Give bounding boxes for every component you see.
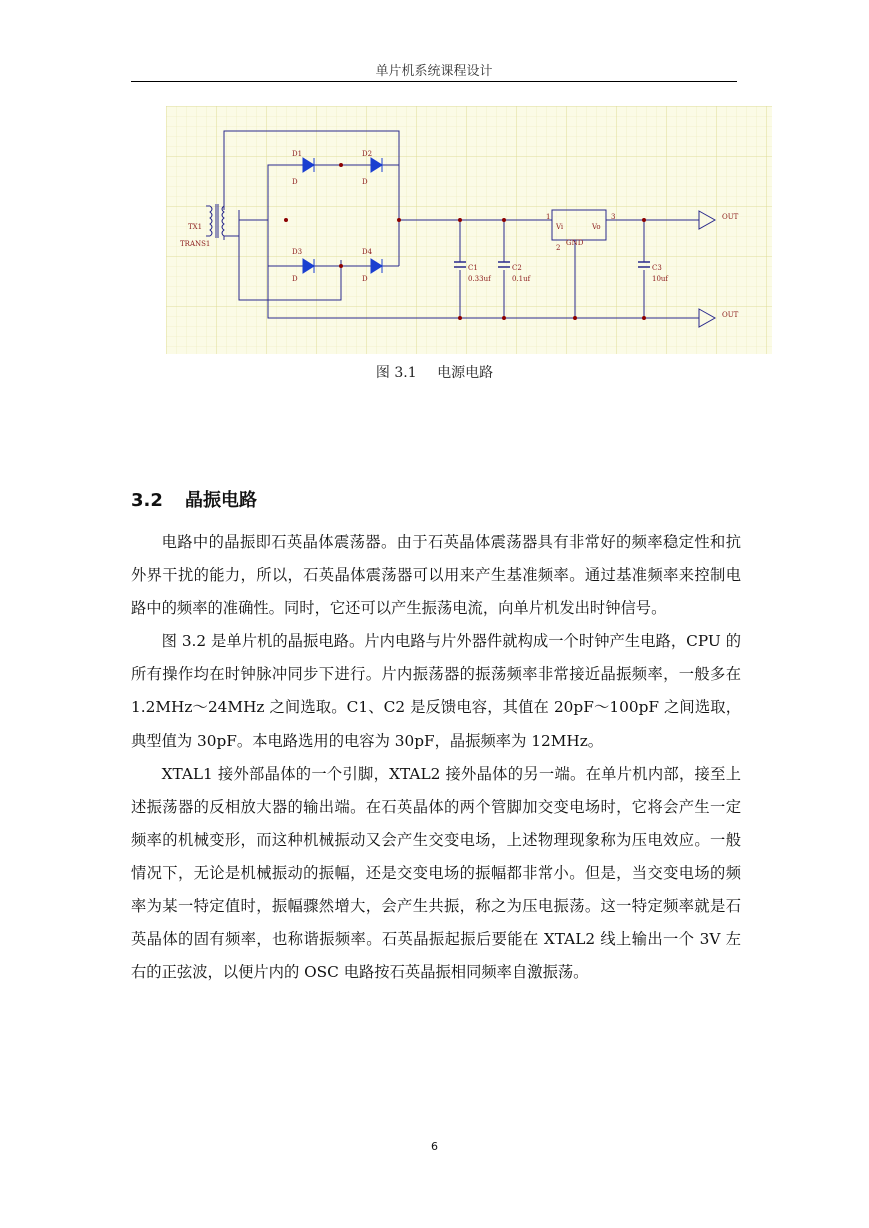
d4-ref: D4 [362, 248, 373, 256]
d2-ref: D2 [362, 150, 373, 158]
c2-value: 0.1uf [512, 275, 531, 283]
grid [166, 106, 772, 354]
d4-value: D [362, 275, 368, 283]
out-bottom-label: OUT [722, 311, 739, 319]
reg-gnd: GND [566, 239, 584, 247]
d3-ref: D3 [292, 248, 303, 256]
page-number: 6 [431, 1140, 438, 1153]
reg-pin2: 2 [556, 244, 561, 252]
reg-pin1: 1 [546, 213, 551, 221]
section-heading [131, 486, 257, 512]
header-rule [131, 81, 737, 82]
figure-caption [0, 362, 869, 382]
body-text [131, 526, 741, 989]
out-top-label: OUT [722, 213, 739, 221]
d2-value: D [362, 178, 368, 186]
c2-ref: C2 [512, 264, 522, 272]
tx-ref: TX1 [188, 223, 203, 231]
power-circuit-figure [166, 106, 772, 354]
section-number: 3.2 [131, 490, 163, 511]
c3-ref: C3 [652, 264, 662, 272]
schematic [166, 106, 772, 354]
section-title: 晶振电路 [185, 490, 257, 511]
d3-value: D [292, 275, 298, 283]
figure-number: 图 3.1 [375, 365, 417, 381]
c1-value: 0.33uf [468, 275, 491, 283]
figure-title: 电源电路 [437, 365, 494, 381]
tx-value: TRANS1 [180, 240, 211, 248]
paragraph: 电路中的晶振即石英晶体震荡器。由于石英晶体震荡器具有非常好的频率稳定性和抗外界干扰的能力，所以，石英晶体震荡器可以用来产生基准频率。通过基准频率来控制电路中的频率的准确性。同时，它还可以产生振荡电流，向单片机发出时钟信号。 [131, 533, 741, 618]
page-header: 单片机系统课程设计 [375, 64, 493, 79]
reg-pin3: 3 [611, 213, 616, 221]
c1-ref: C1 [468, 264, 478, 272]
paragraph: XTAL1 接外部晶体的一个引脚，XTAL2 接外晶体的另一端。在单片机内部，接至上述振荡器的反相放大器的输出端。在石英晶体的两个管脚加交变电场时，它将会产生一定频率的机械变形，而这种机械振动又会产生交变电场，上述物理现象称为压电效应。一般情况下，无论是机械振动的振幅，还是交变电场的振幅都非常小。但是，当交变电场的频率为某一特定值时，振幅骤然增大，会产生共振，称之为压电振荡。这一特定频率就是石英晶体的固有频率，也称谐振频率。石英晶振起振后要能在 XTAL2 线上输出一个 3V 左右的正弦波，以便片内的 OSC 电路按石英晶振相同频率自激振荡。 [131, 764, 741, 982]
reg-vo: Vo [592, 223, 601, 231]
d1-ref: D1 [292, 150, 303, 158]
paragraph: 图 3.2 是单片机的晶振电路。片内电路与片外器件就构成一个时钟产生电路，CPU 的所有操作均在时钟脉冲同步下进行。片内振荡器的振荡频率非常接近晶振频率，一般多在 1.2MHz～24MHz 之间选取。C1、C2 是反馈电容，其值在 20pF～100pF 之间选取，典型值为 30pF。本电路选用的电容为 30pF，晶振频率为 12MHz。 [131, 632, 741, 750]
d1-value: D [292, 178, 298, 186]
c3-value: 10uf [652, 275, 669, 283]
reg-vi: Vi [556, 223, 564, 231]
